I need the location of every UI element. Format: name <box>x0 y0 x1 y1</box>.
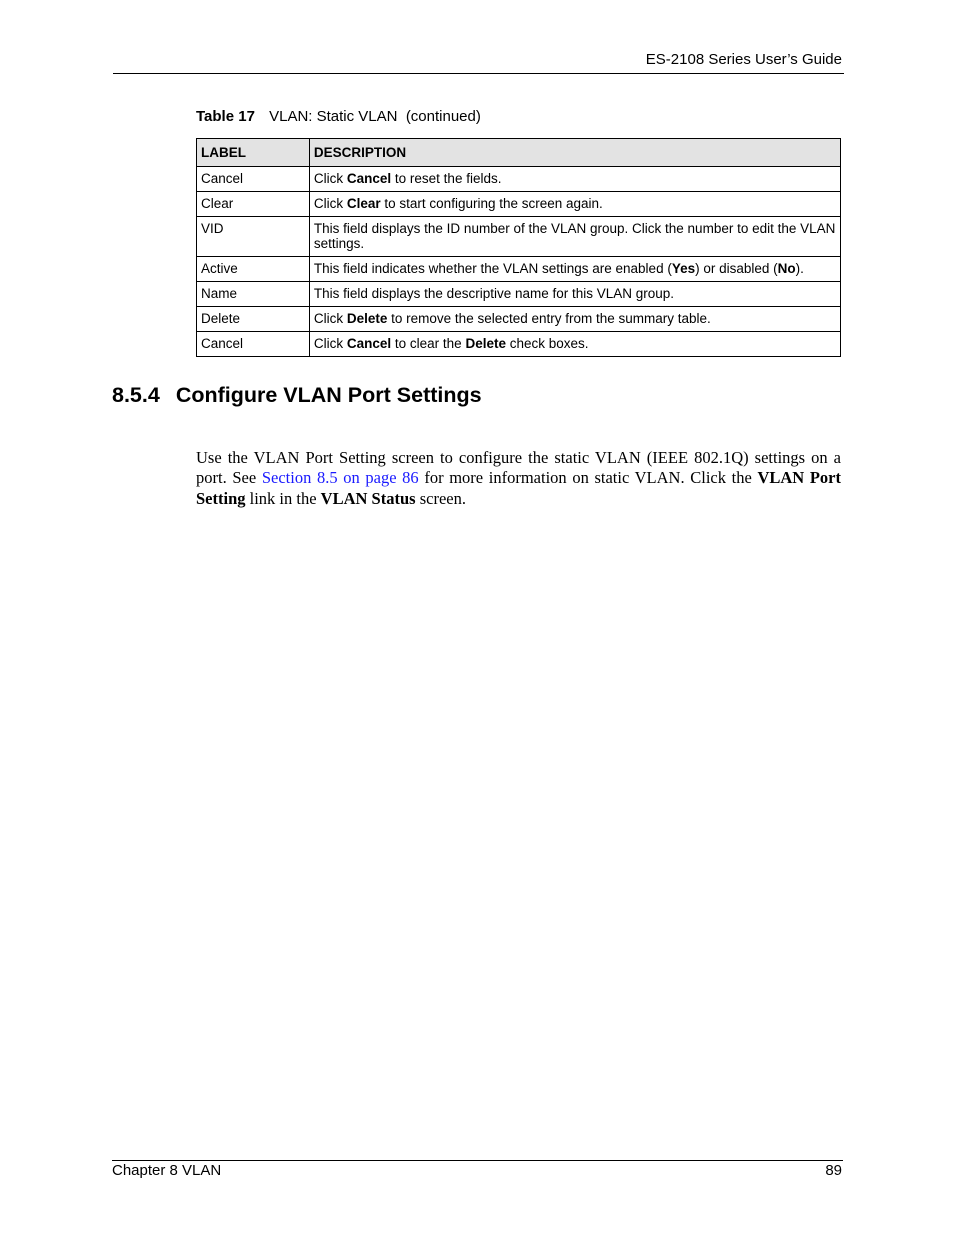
description-text: Click <box>313 196 347 211</box>
table-caption <box>196 108 481 125</box>
description-emphasis: Clear <box>346 196 381 211</box>
table-row <box>197 167 841 192</box>
description-emphasis: Cancel <box>346 171 392 186</box>
paragraph-emphasis: VLAN Port Setting <box>196 468 842 508</box>
table-caption-text: VLAN: Static VLAN (continued) <box>269 108 481 125</box>
header-rule <box>113 73 844 74</box>
description-text: to reset the fields. <box>391 171 502 186</box>
description-text: This field displays the ID number of the VLAN group. Click the number to edit the VLAN settings. <box>313 221 836 251</box>
section-heading <box>112 383 482 408</box>
column-header-description: DESCRIPTION <box>309 139 840 167</box>
paragraph-text: link in the <box>245 488 321 508</box>
table-body <box>197 167 841 357</box>
row-label: VID <box>197 217 310 257</box>
description-text: ) or disabled ( <box>695 261 778 276</box>
row-label: Cancel <box>197 332 310 357</box>
paragraph-text: Use the VLAN Port Setting screen to configure the static VLAN (IEEE 802.1Q) settings on a port. See <box>196 447 841 487</box>
description-emphasis: Cancel <box>346 336 392 351</box>
row-label: Clear <box>197 192 310 217</box>
table-caption-number: Table 17 <box>196 108 255 125</box>
running-header: ES-2108 Series User’s Guide <box>645 51 842 68</box>
section-title: Configure VLAN Port Settings <box>175 383 482 407</box>
vlan-static-table <box>196 138 841 357</box>
description-text: Click <box>313 311 347 326</box>
paragraph-emphasis: VLAN Status <box>320 488 416 508</box>
section-number: 8.5.4 <box>112 383 160 407</box>
description-text: This field displays the descriptive name for this VLAN group. <box>313 286 675 301</box>
description-text: to start configuring the screen again. <box>380 196 603 211</box>
description-text: check boxes. <box>505 336 589 351</box>
footer-page-number: 89 <box>825 1162 842 1179</box>
footer-rule <box>112 1160 843 1161</box>
description-emphasis: No <box>777 261 796 276</box>
table-row <box>197 192 841 217</box>
row-label: Cancel <box>197 167 310 192</box>
row-label: Delete <box>197 307 310 332</box>
description-text: ). <box>795 261 804 276</box>
paragraph-text: for more information on static VLAN. Click the <box>418 468 758 487</box>
row-description <box>309 307 840 332</box>
row-description <box>309 332 840 357</box>
table-row <box>197 257 841 282</box>
description-emphasis: Delete <box>465 336 506 351</box>
row-label: Name <box>197 282 310 307</box>
table-header-row <box>197 139 841 167</box>
description-text: to clear the <box>391 336 466 351</box>
description-emphasis: Delete <box>346 311 388 326</box>
description-text: Click <box>313 171 347 186</box>
table-row <box>197 282 841 307</box>
description-text: to remove the selected entry from the summary table. <box>387 311 711 326</box>
description-emphasis: Yes <box>671 261 696 276</box>
row-description <box>309 282 840 307</box>
footer-chapter: Chapter 8 VLAN <box>112 1162 222 1179</box>
description-text: This field indicates whether the VLAN settings are enabled ( <box>313 261 672 276</box>
column-header-label: LABEL <box>197 139 310 167</box>
table-row <box>197 217 841 257</box>
row-description <box>309 167 840 192</box>
row-description <box>309 217 840 257</box>
section-cross-reference-link[interactable]: Section 8.5 on page 86 <box>261 468 419 487</box>
table-row <box>197 332 841 357</box>
section-paragraph <box>196 448 841 510</box>
description-text: Click <box>313 336 347 351</box>
row-description <box>309 192 840 217</box>
row-label: Active <box>197 257 310 282</box>
paragraph-text: screen. <box>415 488 466 508</box>
table-row <box>197 307 841 332</box>
row-description <box>309 257 840 282</box>
